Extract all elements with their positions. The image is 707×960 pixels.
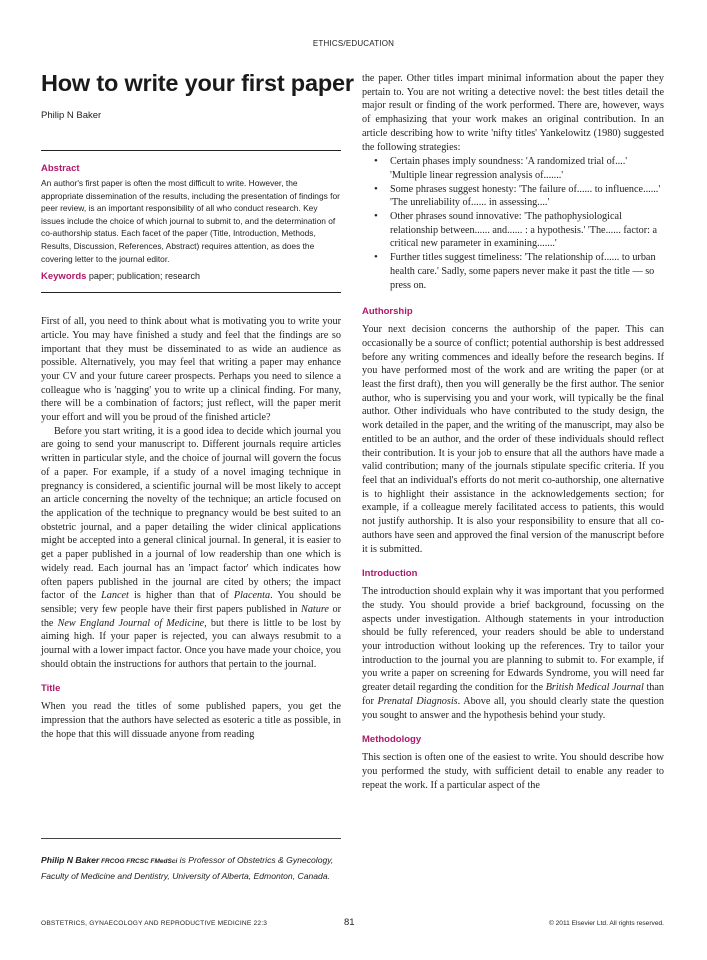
paragraph-authorship: Your next decision concerns the authorship of the paper. This can occasionally be a source of conflict; potential authorship is best addressed before any writing commences and ideally before the research begins. If you have performed most of the work and are writing the paper (or at least the first draft), then you will generally be the first author. The senior author, who is supervising you and your work, will typically be the final author. Other individuals who have contributed to the study design, the work detailed in the paper, and the writing of the manuscript, may also be entitled to be an author, and the order of these individuals should reflect their contribution. It is your job to ensure that all the authors have made a valid contribution; many of the journals stipulate specific criteria. If you feel that an individual's efforts do not merit co-authorship, one alternative is to highlight their assistance in the acknowledgements section; for example, if a colleague merely facilitated access to patients, this would not justify authorship. It is also your responsibility to ensure that all co-authors have seen and approved the final version of the manuscript before it is submitted. xyxy=(362,324,664,555)
title-strategies-list xyxy=(362,155,664,292)
article-title: How to write your first paper xyxy=(41,70,354,96)
text-span: is higher than that of xyxy=(128,590,234,602)
journal-name: Nature xyxy=(301,603,329,615)
introduction-heading: Introduction xyxy=(362,568,418,580)
list-item xyxy=(374,182,664,210)
right-column xyxy=(362,72,664,792)
article-author: Philip N Baker xyxy=(41,110,102,121)
paragraph-motivation: First of all, you need to think about what is motivating you to write your article. You may have finished a study and feel that the findings are so important that they must be disseminated to as wide an audience as possible. Alternatively, you may feel that writing a paper may enhance your CV and your future career prospects. Perhaps you need to silence a colleague who is 'nagging' you to write up a clinical finding. For many, there will be a combination of factors; just reflect, will the paper merit your effort and will you be proud of the finished article? xyxy=(41,316,341,424)
journal-name: New England Journal of Medicine xyxy=(57,617,205,629)
text-span: . You should be sensible; very few people have their first papers published in xyxy=(41,590,341,615)
title-section-heading: Title xyxy=(41,683,61,695)
text-span: Before you start writing, it is a good idea to decide which journal you are going to send your manuscript to. Different journals require articles written in particular style, and the choice of journal will govern the focus of a paper. For example, if a study of a novel imaging technique in pregnancy is considered, a scientific journal will be most likely to accept an article concerning the novelty of the technique; an article focused on the application of the technique to pregnancy would be best suited to an obstetric journal, and a paper detailing the wider clinical applications might be accepted into a general clinical journal. In general, it is easier to get a paper published in a journal of low readership than one which is widely read. Each journal has an 'impact factor' which indicates how often papers published in the journal are cited by others; the impact factor of the xyxy=(41,425,341,602)
opening-section xyxy=(41,315,341,671)
text-span: . Above all, you should clearly state the question you sought to answer and the hypothesis behind your study. xyxy=(362,695,664,721)
list-item-text: Further titles suggest timeliness: 'The relationship of...... to urban health care.' Sadly, some papers never make it past the title — so press on. xyxy=(390,252,656,291)
list-item xyxy=(374,251,664,292)
keywords-label: Keywords xyxy=(41,271,87,283)
list-item xyxy=(374,210,664,251)
list-item-text: Certain phases imply soundness: 'A randomized trial of....' 'Multiple linear regression analysis of.......' xyxy=(390,156,628,181)
paragraph-introduction xyxy=(362,585,664,722)
bullet-icon: • xyxy=(374,251,378,264)
paragraph-title: When you read the titles of some published papers, you get the impression that the authors have selected as esoteric a title as possible, in the hope that this will dissuade anyone from reading xyxy=(41,701,341,740)
text-span: , but there is little to be lost by aiming high. If your paper is rejected, you can always resubmit to a journal with a lower impact factor. Once you have made your choice, you should obtain the instructions for authors that pertain to the journal. xyxy=(41,617,342,670)
footnote-qualifications: FRCOG FRCSC FMedSci xyxy=(99,858,178,865)
text-span: than for xyxy=(362,682,664,707)
author-footnote xyxy=(41,853,341,883)
authorship-heading: Authorship xyxy=(362,306,413,318)
text-span: The introduction should explain why it was important that you performed the study. You should provide a brief background, focussing on the aspects under investigation. Although statements in your introduction should be fully referenced, your readers should be able to understand your introduction without looking up the references. Try to tailor your introduction to the journal you are planning to submit to. For example, if you write a paper on screening for Edwards Syndrome, you will need far greater detail regarding the condition for the xyxy=(362,586,664,694)
footer-journal: OBSTETRICS, GYNAECOLOGY AND REPRODUCTIVE MEDICINE 22:3 xyxy=(41,920,268,927)
footnote-divider xyxy=(41,838,341,839)
footer-copyright: © 2011 Elsevier Ltd. All rights reserved. xyxy=(548,920,664,927)
journal-name: Prenatal Diagnosis xyxy=(377,695,458,707)
paragraph-journal-choice xyxy=(41,425,341,672)
text-span: or the xyxy=(41,603,341,629)
journal-name: Placenta xyxy=(233,590,271,602)
section-label: ETHICS/EDUCATION xyxy=(312,39,395,48)
bullet-icon: • xyxy=(374,155,378,168)
abstract-divider xyxy=(41,150,341,151)
page-number: 81 xyxy=(344,917,355,928)
methodology-heading: Methodology xyxy=(362,734,422,746)
list-item-text: Some phrases suggest honesty: 'The failure of...... to influence......' 'The unreliability of...... in assessing....' xyxy=(390,183,661,209)
footnote-affiliation: is Professor of Obstetrics & Gynecology, Faculty of Medicine and Dentistry, University of Alberta, Edmonton, Canada. xyxy=(41,855,334,881)
bullet-icon: • xyxy=(374,182,378,195)
bullet-icon: • xyxy=(374,210,378,223)
journal-name: British Medical Journal xyxy=(545,682,644,694)
journal-name: Lancet xyxy=(101,590,129,602)
footnote-author-name: Philip N Baker xyxy=(41,855,100,865)
abstract-heading: Abstract xyxy=(41,163,80,174)
keywords-divider xyxy=(41,292,341,293)
keywords xyxy=(41,271,341,282)
list-item-text: Other phrases sound innovative: 'The pathophysiological relationship between...... and...... : a hypothesis.' 'The...... factor: a critical new parameter in examining.......' xyxy=(390,211,658,250)
paragraph-title-continued: the paper. Other titles impart minimal information about the paper they pertain to. You are not writing a detective novel: the best titles detail the major result or finding of the work performed. There are, however, ways of emphasizing that your work makes an original contribution. In an article describing how to write 'nifty titles' Yankelowitz (1980) suggested the following strategies: xyxy=(362,73,664,153)
list-item xyxy=(374,155,664,182)
keywords-text: paper; publication; research xyxy=(86,271,200,282)
left-column xyxy=(41,70,354,742)
abstract-text: An author's first paper is often the most difficult to write. However, the appropriate dissemination of the results, including the presentation of findings for peer review, is an important responsibility of all who conduct research. Key issues include the choice of which journal to submit to, and the determination of co-authorship status. Each facet of the paper (Title, Introduction, Methods, Results, Discussion, References, Abstract) requires attention, as does the covering letter to the journal editor. xyxy=(41,178,340,264)
paragraph-methodology: This section is often one of the easiest to write. You should describe how you performed the study, with sufficient detail to enable any reader to repeat the work. If a particular aspect of the xyxy=(362,752,664,791)
